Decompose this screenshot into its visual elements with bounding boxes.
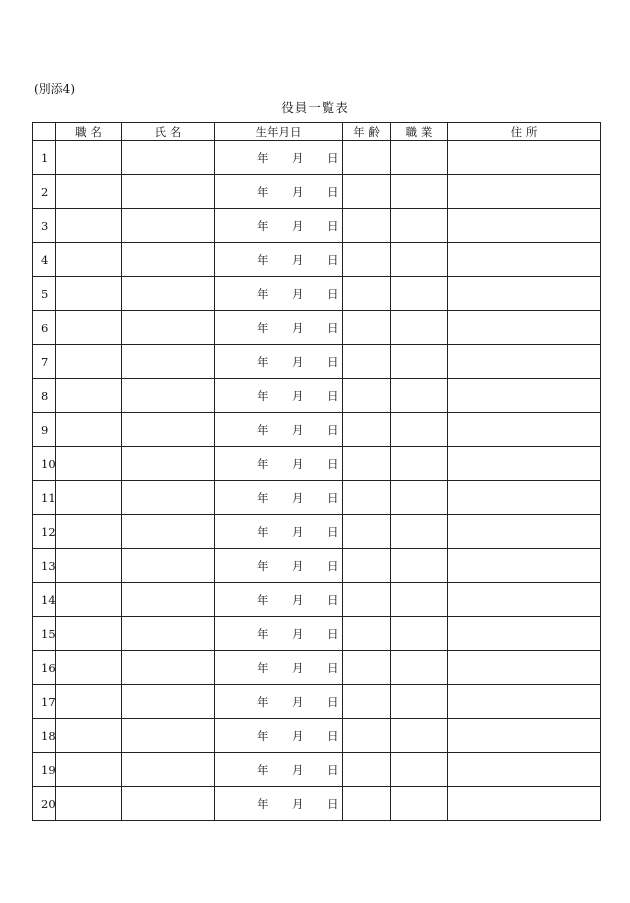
birth-year-unit: 年 xyxy=(257,490,269,505)
birth-year-unit: 年 xyxy=(257,184,269,199)
birth-year-unit: 年 xyxy=(257,354,269,369)
position-cell[interactable] xyxy=(56,345,122,379)
birthdate-cell[interactable] xyxy=(215,209,343,243)
occupation-cell[interactable] xyxy=(391,413,448,447)
position-cell[interactable] xyxy=(56,175,122,209)
address-cell[interactable] xyxy=(448,549,601,583)
occupation-cell[interactable] xyxy=(391,175,448,209)
position-cell[interactable] xyxy=(56,787,122,821)
row-number: 18 xyxy=(33,719,56,753)
position-cell[interactable] xyxy=(56,617,122,651)
name-cell[interactable] xyxy=(122,719,215,753)
birth-day-unit: 日 xyxy=(327,218,339,233)
birth-year-unit: 年 xyxy=(257,320,269,335)
occupation-cell[interactable] xyxy=(391,515,448,549)
table-row xyxy=(33,243,601,277)
birthdate-cell[interactable] xyxy=(215,617,343,651)
table-row xyxy=(33,209,601,243)
birth-year-unit: 年 xyxy=(257,286,269,301)
address-cell[interactable] xyxy=(448,481,601,515)
address-cell[interactable] xyxy=(448,617,601,651)
position-cell[interactable] xyxy=(56,413,122,447)
name-cell[interactable] xyxy=(122,209,215,243)
birthdate-cell[interactable] xyxy=(215,787,343,821)
position-cell[interactable] xyxy=(56,481,122,515)
birth-month-unit: 月 xyxy=(292,694,304,709)
occupation-cell[interactable] xyxy=(391,583,448,617)
name-cell[interactable] xyxy=(122,685,215,719)
name-cell[interactable] xyxy=(122,583,215,617)
name-cell[interactable] xyxy=(122,141,215,175)
birth-day-unit: 日 xyxy=(327,184,339,199)
occupation-cell[interactable] xyxy=(391,379,448,413)
table-row xyxy=(33,379,601,413)
birth-day-unit: 日 xyxy=(327,558,339,573)
address-cell[interactable] xyxy=(448,787,601,821)
table-row xyxy=(33,345,601,379)
birthdate-cell[interactable] xyxy=(215,413,343,447)
row-number: 12 xyxy=(33,515,56,549)
position-cell[interactable] xyxy=(56,379,122,413)
birth-year-unit: 年 xyxy=(257,150,269,165)
birth-month-unit: 月 xyxy=(292,422,304,437)
birth-year-unit: 年 xyxy=(257,796,269,811)
birth-day-unit: 日 xyxy=(327,592,339,607)
row-number: 6 xyxy=(33,311,56,345)
occupation-cell[interactable] xyxy=(391,447,448,481)
table-row xyxy=(33,651,601,685)
table-row xyxy=(33,753,601,787)
name-cell[interactable] xyxy=(122,753,215,787)
birth-day-unit: 日 xyxy=(327,354,339,369)
occupation-cell[interactable] xyxy=(391,719,448,753)
birth-year-unit: 年 xyxy=(257,456,269,471)
name-cell[interactable] xyxy=(122,617,215,651)
header-position: 職 名 xyxy=(56,123,122,141)
name-cell[interactable] xyxy=(122,379,215,413)
address-cell[interactable] xyxy=(448,209,601,243)
birthdate-cell[interactable] xyxy=(215,549,343,583)
row-number: 15 xyxy=(33,617,56,651)
birth-month-unit: 月 xyxy=(292,184,304,199)
birthdate-cell[interactable] xyxy=(215,345,343,379)
birth-year-unit: 年 xyxy=(257,218,269,233)
occupation-cell[interactable] xyxy=(391,311,448,345)
age-cell[interactable] xyxy=(343,753,391,787)
row-number: 7 xyxy=(33,345,56,379)
name-cell[interactable] xyxy=(122,787,215,821)
header-row xyxy=(33,123,601,141)
birth-year-unit: 年 xyxy=(257,728,269,743)
row-number: 5 xyxy=(33,277,56,311)
birth-year-unit: 年 xyxy=(257,558,269,573)
address-cell[interactable] xyxy=(448,311,601,345)
name-cell[interactable] xyxy=(122,549,215,583)
age-cell[interactable] xyxy=(343,209,391,243)
roster-body xyxy=(33,141,601,821)
header-number xyxy=(33,123,56,141)
name-cell[interactable] xyxy=(122,175,215,209)
birth-year-unit: 年 xyxy=(257,626,269,641)
address-cell[interactable] xyxy=(448,719,601,753)
table-row xyxy=(33,413,601,447)
name-cell[interactable] xyxy=(122,311,215,345)
occupation-cell[interactable] xyxy=(391,787,448,821)
address-cell[interactable] xyxy=(448,277,601,311)
address-cell[interactable] xyxy=(448,379,601,413)
occupation-cell[interactable] xyxy=(391,481,448,515)
row-number: 11 xyxy=(33,481,56,515)
header-occupation: 職 業 xyxy=(391,123,448,141)
age-cell[interactable] xyxy=(343,481,391,515)
age-cell[interactable] xyxy=(343,583,391,617)
birth-year-unit: 年 xyxy=(257,660,269,675)
row-number: 14 xyxy=(33,583,56,617)
birth-month-unit: 月 xyxy=(292,558,304,573)
birthdate-cell[interactable] xyxy=(215,481,343,515)
birth-month-unit: 月 xyxy=(292,218,304,233)
table-row xyxy=(33,481,601,515)
name-cell[interactable] xyxy=(122,345,215,379)
officer-roster-table xyxy=(32,122,601,821)
position-cell[interactable] xyxy=(56,583,122,617)
birth-month-unit: 月 xyxy=(292,626,304,641)
age-cell[interactable] xyxy=(343,277,391,311)
birth-day-unit: 日 xyxy=(327,388,339,403)
birth-year-unit: 年 xyxy=(257,762,269,777)
birth-day-unit: 日 xyxy=(327,490,339,505)
birth-month-unit: 月 xyxy=(292,388,304,403)
address-cell[interactable] xyxy=(448,515,601,549)
name-cell[interactable] xyxy=(122,651,215,685)
table-row xyxy=(33,515,601,549)
birth-year-unit: 年 xyxy=(257,524,269,539)
address-cell[interactable] xyxy=(448,753,601,787)
birth-day-unit: 日 xyxy=(327,150,339,165)
table-row xyxy=(33,583,601,617)
birthdate-cell[interactable] xyxy=(215,243,343,277)
birth-month-unit: 月 xyxy=(292,320,304,335)
occupation-cell[interactable] xyxy=(391,651,448,685)
table-row xyxy=(33,719,601,753)
name-cell[interactable] xyxy=(122,481,215,515)
birth-day-unit: 日 xyxy=(327,762,339,777)
age-cell[interactable] xyxy=(343,175,391,209)
row-number: 10 xyxy=(33,447,56,481)
table-row xyxy=(33,141,601,175)
table-row xyxy=(33,175,601,209)
address-cell[interactable] xyxy=(448,141,601,175)
birth-day-unit: 日 xyxy=(327,728,339,743)
position-cell[interactable] xyxy=(56,515,122,549)
birthdate-cell[interactable] xyxy=(215,379,343,413)
birthdate-cell[interactable] xyxy=(215,311,343,345)
age-cell[interactable] xyxy=(343,549,391,583)
table-row xyxy=(33,549,601,583)
birth-day-unit: 日 xyxy=(327,524,339,539)
name-cell[interactable] xyxy=(122,413,215,447)
position-cell[interactable] xyxy=(56,243,122,277)
table-row xyxy=(33,447,601,481)
birth-month-unit: 月 xyxy=(292,150,304,165)
birth-month-unit: 月 xyxy=(292,796,304,811)
birth-year-unit: 年 xyxy=(257,592,269,607)
age-cell[interactable] xyxy=(343,719,391,753)
position-cell[interactable] xyxy=(56,277,122,311)
row-number: 13 xyxy=(33,549,56,583)
birth-month-unit: 月 xyxy=(292,762,304,777)
position-cell[interactable] xyxy=(56,719,122,753)
row-number: 2 xyxy=(33,175,56,209)
position-cell[interactable] xyxy=(56,685,122,719)
position-cell[interactable] xyxy=(56,651,122,685)
age-cell[interactable] xyxy=(343,345,391,379)
address-cell[interactable] xyxy=(448,651,601,685)
name-cell[interactable] xyxy=(122,515,215,549)
occupation-cell[interactable] xyxy=(391,549,448,583)
birthdate-cell[interactable] xyxy=(215,719,343,753)
position-cell[interactable] xyxy=(56,209,122,243)
birth-month-unit: 月 xyxy=(292,490,304,505)
table-row xyxy=(33,787,601,821)
birth-day-unit: 日 xyxy=(327,252,339,267)
age-cell[interactable] xyxy=(343,651,391,685)
age-cell[interactable] xyxy=(343,243,391,277)
birth-month-unit: 月 xyxy=(292,524,304,539)
birth-day-unit: 日 xyxy=(327,286,339,301)
row-number: 16 xyxy=(33,651,56,685)
age-cell[interactable] xyxy=(343,141,391,175)
row-number: 3 xyxy=(33,209,56,243)
birthdate-cell[interactable] xyxy=(215,753,343,787)
name-cell[interactable] xyxy=(122,447,215,481)
occupation-cell[interactable] xyxy=(391,141,448,175)
table-row xyxy=(33,685,601,719)
birth-day-unit: 日 xyxy=(327,796,339,811)
birth-month-unit: 月 xyxy=(292,354,304,369)
address-cell[interactable] xyxy=(448,583,601,617)
table-row xyxy=(33,277,601,311)
header-address: 住 所 xyxy=(448,123,601,141)
birth-month-unit: 月 xyxy=(292,252,304,267)
age-cell[interactable] xyxy=(343,515,391,549)
birth-year-unit: 年 xyxy=(257,422,269,437)
age-cell[interactable] xyxy=(343,379,391,413)
row-number: 8 xyxy=(33,379,56,413)
occupation-cell[interactable] xyxy=(391,345,448,379)
birth-month-unit: 月 xyxy=(292,592,304,607)
position-cell[interactable] xyxy=(56,447,122,481)
birth-day-unit: 日 xyxy=(327,422,339,437)
page-title: 役員一覧表 xyxy=(281,100,349,115)
address-cell[interactable] xyxy=(448,345,601,379)
table-row xyxy=(33,617,601,651)
birthdate-cell[interactable] xyxy=(215,175,343,209)
birthdate-cell[interactable] xyxy=(215,277,343,311)
header-age: 年 齢 xyxy=(343,123,391,141)
age-cell[interactable] xyxy=(343,685,391,719)
birth-day-unit: 日 xyxy=(327,694,339,709)
birthdate-cell[interactable] xyxy=(215,651,343,685)
row-number: 17 xyxy=(33,685,56,719)
row-number: 9 xyxy=(33,413,56,447)
birth-day-unit: 日 xyxy=(327,626,339,641)
birth-month-unit: 月 xyxy=(292,456,304,471)
birth-day-unit: 日 xyxy=(327,320,339,335)
birth-year-unit: 年 xyxy=(257,252,269,267)
table-row xyxy=(33,311,601,345)
occupation-cell[interactable] xyxy=(391,617,448,651)
age-cell[interactable] xyxy=(343,311,391,345)
row-number: 20 xyxy=(33,787,56,821)
address-cell[interactable] xyxy=(448,685,601,719)
birth-month-unit: 月 xyxy=(292,728,304,743)
birth-month-unit: 月 xyxy=(292,286,304,301)
age-cell[interactable] xyxy=(343,787,391,821)
birthdate-cell[interactable] xyxy=(215,685,343,719)
annex-label: (別添4) xyxy=(34,82,75,96)
occupation-cell[interactable] xyxy=(391,209,448,243)
birthdate-cell[interactable] xyxy=(215,447,343,481)
address-cell[interactable] xyxy=(448,243,601,277)
position-cell[interactable] xyxy=(56,753,122,787)
birth-day-unit: 日 xyxy=(327,660,339,675)
age-cell[interactable] xyxy=(343,447,391,481)
row-number: 19 xyxy=(33,753,56,787)
row-number: 1 xyxy=(33,141,56,175)
age-cell[interactable] xyxy=(343,617,391,651)
occupation-cell[interactable] xyxy=(391,685,448,719)
birth-year-unit: 年 xyxy=(257,694,269,709)
address-cell[interactable] xyxy=(448,413,601,447)
age-cell[interactable] xyxy=(343,413,391,447)
address-cell[interactable] xyxy=(448,175,601,209)
header-birthdate: 生年月日 xyxy=(215,123,343,141)
position-cell[interactable] xyxy=(56,549,122,583)
address-cell[interactable] xyxy=(448,447,601,481)
birthdate-cell[interactable] xyxy=(215,583,343,617)
birthdate-cell[interactable] xyxy=(215,515,343,549)
occupation-cell[interactable] xyxy=(391,753,448,787)
birth-month-unit: 月 xyxy=(292,660,304,675)
position-cell[interactable] xyxy=(56,141,122,175)
birth-day-unit: 日 xyxy=(327,456,339,471)
header-name: 氏 名 xyxy=(122,123,215,141)
occupation-cell[interactable] xyxy=(391,277,448,311)
occupation-cell[interactable] xyxy=(391,243,448,277)
row-number: 4 xyxy=(33,243,56,277)
birth-year-unit: 年 xyxy=(257,388,269,403)
name-cell[interactable] xyxy=(122,277,215,311)
name-cell[interactable] xyxy=(122,243,215,277)
position-cell[interactable] xyxy=(56,311,122,345)
birthdate-cell[interactable] xyxy=(215,141,343,175)
